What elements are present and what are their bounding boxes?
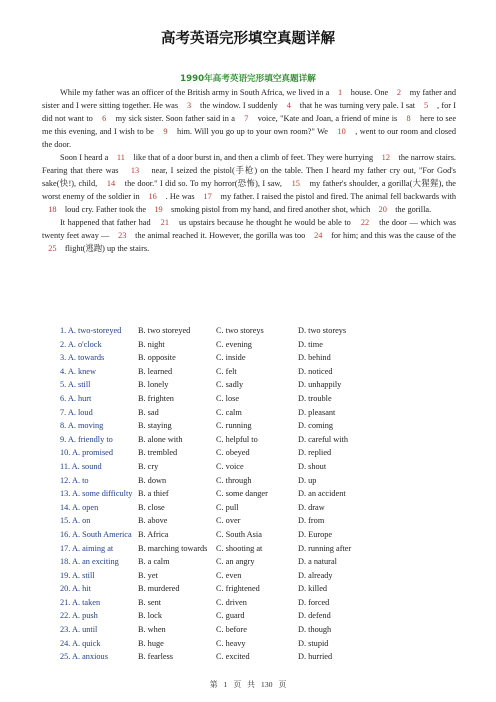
option-choice: C. guard [216, 611, 245, 621]
blank-number: 6 [95, 114, 114, 123]
option-choice: B. murdered [138, 584, 180, 594]
option-choice: D. stupid [298, 638, 329, 648]
blank-number: 9 [156, 127, 175, 136]
blank-number: 2 [390, 88, 408, 97]
option-choice: C. an angry [216, 557, 255, 567]
option-choice: 4. A. knew [60, 366, 96, 376]
answer-options [60, 324, 460, 664]
option-choice: B. two storeyed [138, 326, 191, 335]
option-choice: B. yet [138, 570, 158, 580]
option-choice: B. marching towards [138, 543, 208, 553]
option-choice: 2. A. o'clock [60, 339, 102, 349]
option-choice: 18. A. an exciting [60, 557, 119, 567]
option-choice: 20. A. hit [60, 584, 91, 594]
option-choice: D. hurried [298, 652, 333, 662]
blank-number: 3 [180, 101, 198, 110]
blank-number: 22 [353, 218, 377, 227]
option-choice: C. sadly [216, 380, 244, 390]
option-choice: C. over [216, 516, 241, 526]
option-choice: B. above [138, 516, 168, 526]
option-choice: D. time [298, 339, 323, 349]
option-row [60, 609, 460, 623]
blank-number: 15 [284, 179, 308, 188]
option-choice: D. two storeys [298, 326, 347, 335]
option-choice: D. killed [298, 584, 328, 594]
option-choice: B. huge [138, 638, 164, 648]
option-choice: 7. A. loud [60, 407, 93, 417]
option-row [60, 569, 460, 583]
option-choice: D. behind [298, 353, 331, 363]
option-choice: D. pleasant [298, 407, 336, 417]
option-choice: 11. A. sound [60, 461, 102, 471]
option-row [60, 623, 460, 637]
option-choice: B. a calm [138, 557, 170, 567]
option-choice: B. frighten [138, 393, 174, 403]
page-title: 高考英语完形填空真题详解 [161, 31, 335, 47]
option-row [60, 637, 460, 651]
option-choice: C. felt [216, 366, 237, 376]
option-choice: B. cry [138, 461, 159, 471]
option-choice: C. some danger [216, 489, 268, 499]
option-choice: C. helpful to [216, 434, 258, 444]
option-choice: 16. A. South America [60, 529, 132, 539]
blank-number: 19 [148, 205, 169, 214]
option-choice: B. a thief [138, 489, 169, 499]
option-row [60, 650, 460, 664]
passage-paragraph: It happened that father had 21 us upstairs because he thought he would be able to 22 the door — which was twenty feet away — 23 the animal reached it. However, the gorilla was too 24 for him; and this was the cause of the 25 flight(逃跑) up the stairs. [42, 218, 456, 253]
option-row [60, 582, 460, 596]
option-choice: D. defend [298, 611, 331, 621]
option-choice: D. forced [298, 597, 330, 607]
option-choice: B. down [138, 475, 167, 485]
option-choice: C. voice [216, 461, 244, 471]
blank-number: 8 [399, 114, 418, 123]
option-choice: B. opposite [138, 353, 176, 363]
option-choice: 14. A. open [60, 502, 99, 512]
option-row [60, 528, 460, 542]
cloze-passage [42, 86, 456, 255]
option-row [60, 542, 460, 556]
option-choice: C. excited [216, 652, 250, 662]
option-choice: C. through [216, 475, 252, 485]
blank-number: 11 [110, 153, 132, 162]
page-footer: 第 1 页 共 130 页 [209, 680, 287, 689]
option-choice: D. already [298, 570, 333, 580]
option-choice: D. though [298, 625, 332, 635]
option-choice: B. trembled [138, 448, 178, 458]
option-choice: D. unhappily [298, 380, 342, 390]
option-choice: 24. A. quick [60, 638, 101, 648]
option-choice: B. staying [138, 421, 172, 431]
option-choice: 8. A. moving [60, 421, 104, 431]
option-choice: D. replied [298, 448, 332, 458]
option-row [60, 446, 460, 460]
option-choice: B. fearless [138, 652, 174, 662]
option-choice: C. before [216, 625, 247, 635]
option-row [60, 487, 460, 501]
option-choice: 21. A. taken [60, 597, 101, 607]
option-choice: D. a natural [298, 557, 337, 567]
option-choice: D. careful with [298, 434, 348, 444]
option-choice: B. learned [138, 366, 173, 376]
option-row [60, 460, 460, 474]
option-choice: 1. A. two-storeyed [60, 326, 122, 335]
option-choice: 12. A. to [60, 475, 89, 485]
blank-number: 23 [111, 231, 133, 240]
option-choice: 3. A. towards [60, 353, 105, 363]
option-row [60, 501, 460, 515]
option-row [60, 406, 460, 420]
option-choice: D. running after [298, 543, 352, 553]
blank-number: 21 [153, 218, 177, 227]
option-row [60, 338, 460, 352]
option-choice: 17. A. aiming at [60, 543, 114, 553]
option-choice: 19. A. still [60, 570, 95, 580]
blank-number: 1 [331, 88, 349, 97]
blank-number: 18 [42, 205, 63, 214]
option-choice: B. sent [138, 597, 162, 607]
option-choice: C. evening [216, 339, 252, 349]
option-choice: D. from [298, 516, 325, 526]
option-choice: 6. A. hurt [60, 393, 92, 403]
option-choice: B. close [138, 502, 165, 512]
option-choice: D. draw [298, 502, 325, 512]
blank-number: 24 [307, 231, 329, 240]
option-row [60, 419, 460, 433]
option-choice: D. Europe [298, 529, 333, 539]
option-choice: D. trouble [298, 393, 332, 403]
option-choice: D. noticed [298, 366, 333, 376]
option-choice: 23. A. until [60, 625, 98, 635]
option-choice: D. coming [298, 421, 334, 431]
option-choice: C. South Asia [216, 529, 262, 539]
option-row [60, 378, 460, 392]
option-row [60, 351, 460, 365]
option-choice: 10. A. promised [60, 448, 114, 458]
option-choice: 9. A. friendly to [60, 434, 113, 444]
option-row [60, 596, 460, 610]
blank-number: 17 [196, 192, 219, 201]
option-choice: C. even [216, 570, 242, 580]
option-choice: 25. A. anxious [60, 652, 108, 662]
option-choice: C. pull [216, 502, 239, 512]
blank-number: 16 [141, 192, 164, 201]
option-choice: 13. A. some difficulty [60, 489, 133, 499]
option-choice: C. lose [216, 393, 240, 403]
passage-paragraph: While my father was an officer of the British army in South Africa, we lived in a 1 house. One 2 my father and sister and I were sitting together. He was 3 the window. I suddenly 4 that he was turning very pale. I sat 5 , for I did not want to 6 my sick sister. Soon father said in a 7 voice, "Kate and Joan, a friend of mine is 8 here to see me this evening, and I wish to be 9 him. Will you go up to your own room?" We 10 , went to our room and closed the door. [42, 88, 457, 149]
option-choice: C. calm [216, 407, 242, 417]
option-choice: C. two storeys [216, 326, 264, 335]
option-row [60, 365, 460, 379]
blank-number: 12 [375, 153, 397, 162]
option-choice: C. running [216, 421, 252, 431]
option-choice: B. sad [138, 407, 159, 417]
option-choice: D. an accident [298, 489, 346, 499]
option-row [60, 324, 460, 338]
option-choice: B. alone with [138, 434, 183, 444]
option-choice: C. inside [216, 353, 246, 363]
option-choice: C. driven [216, 597, 247, 607]
blank-number: 20 [372, 205, 394, 214]
passage-paragraph: Soon I heard a 11 like that of a door burst in, and then a climb of feet. They were hurrying 12 the narrow stairs. Fearing that there was 13 near, I seized the pistol(手枪) on the table. Then I heard my father cry out, "For God's sake(快!), child, 14 the door." I did so. To my horror(恐怖), I saw, 15 my father's shoulder, a gorilla(大猩猩), the worst enemy of the soldier in 16 . He was 17 my father. I raised the pistol and fired. The animal fell backwards with 18 loud cry. Father took the 19 smoking pistol from my hand, and fired another shot, which 20 the gorilla. [42, 153, 457, 214]
blank-number: 14 [99, 179, 123, 188]
option-choice: B. lock [138, 611, 162, 621]
option-choice: B. Africa [138, 529, 169, 539]
blank-number: 25 [42, 244, 63, 253]
option-row [60, 392, 460, 406]
option-choice: D. up [298, 475, 317, 485]
option-row [60, 514, 460, 528]
option-row [60, 433, 460, 447]
option-choice: B. when [138, 625, 166, 635]
option-row [60, 474, 460, 488]
option-choice: C. frightened [216, 584, 260, 594]
option-row [60, 555, 460, 569]
option-choice: C. heavy [216, 638, 246, 648]
option-choice: C. shooting at [216, 543, 263, 553]
blank-number: 4 [280, 101, 298, 110]
option-choice: 22. A. push [60, 611, 98, 621]
blank-number: 7 [237, 114, 256, 123]
option-choice: D. shout [298, 461, 327, 471]
option-choice: 15. A. on [60, 516, 91, 526]
blank-number: 5 [417, 101, 435, 110]
option-choice: B. lonely [138, 380, 169, 390]
section-subtitle: 1990年高考英语完形填空真题详解 [180, 74, 316, 84]
option-choice: B. night [138, 339, 165, 349]
blank-number: 13 [121, 166, 149, 175]
blank-number: 10 [330, 127, 353, 136]
option-choice: C. obeyed [216, 448, 250, 458]
option-choice: 5. A. still [60, 380, 91, 390]
